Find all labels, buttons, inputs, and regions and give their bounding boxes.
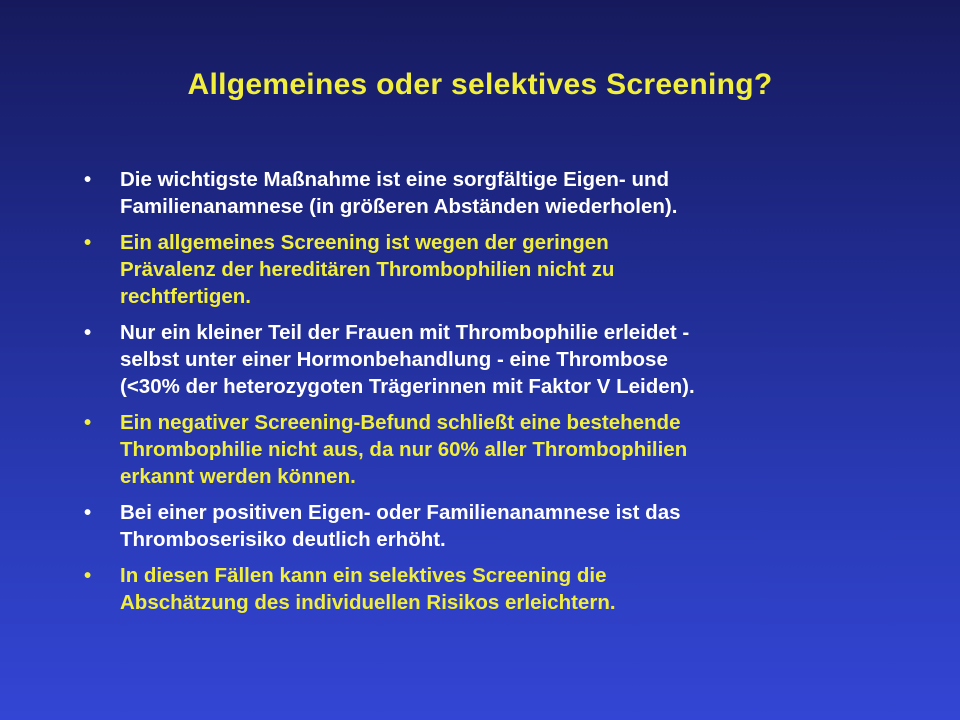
slide-title: Allgemeines oder selektives Screening? <box>187 68 773 101</box>
bullet-dot-icon: • <box>84 168 92 191</box>
bullet-text-line: In diesen Fällen kann ein selektives Screening die <box>120 564 607 587</box>
bullet-dot-icon: • <box>84 501 92 524</box>
bullet-text-line: Familienanamnese (in größeren Abständen wiederholen). <box>120 195 678 218</box>
bullet-text-line: erkannt werden können. <box>120 465 356 488</box>
bullet-dot-icon: • <box>84 231 92 254</box>
bullet-text-line: Thrombophilie nicht aus, da nur 60% aller Thrombophilien <box>120 438 688 461</box>
bullet-text-line: Thromboserisiko deutlich erhöht. <box>120 528 446 551</box>
bullet-item <box>84 499 884 553</box>
bullet-text-line: Abschätzung des individuellen Risikos erleichtern. <box>120 591 616 614</box>
bullet-text-line: Bei einer positiven Eigen- oder Familienanamnese ist das <box>120 501 681 524</box>
bullet-item <box>84 319 884 400</box>
bullet-text-line: Die wichtigste Maßnahme ist eine sorgfältige Eigen- und <box>120 168 670 191</box>
bullet-dot-icon: • <box>84 321 92 344</box>
bullet-item <box>84 166 884 220</box>
bullet-text-line: Ein allgemeines Screening ist wegen der geringen <box>120 231 609 254</box>
bullet-text-line: Ein negativer Screening-Befund schließt eine bestehende <box>120 411 681 434</box>
bullet-text-line: rechtfertigen. <box>120 285 251 308</box>
bullet-text-line: Nur ein kleiner Teil der Frauen mit Thrombophilie erleidet - <box>120 321 690 344</box>
bullet-item <box>84 229 884 310</box>
bullet-item <box>84 562 884 616</box>
bullet-text-line: (<30% der heterozygoten Trägerinnen mit Faktor V Leiden). <box>120 375 695 398</box>
bullet-text-line: selbst unter einer Hormonbehandlung - eine Thrombose <box>120 348 668 371</box>
bullet-text-line: Prävalenz der hereditären Thrombophilien nicht zu <box>120 258 615 281</box>
bullet-dot-icon: • <box>84 564 92 587</box>
bullet-dot-icon: • <box>84 411 92 434</box>
bullet-list <box>84 166 884 625</box>
bullet-item <box>84 409 884 490</box>
